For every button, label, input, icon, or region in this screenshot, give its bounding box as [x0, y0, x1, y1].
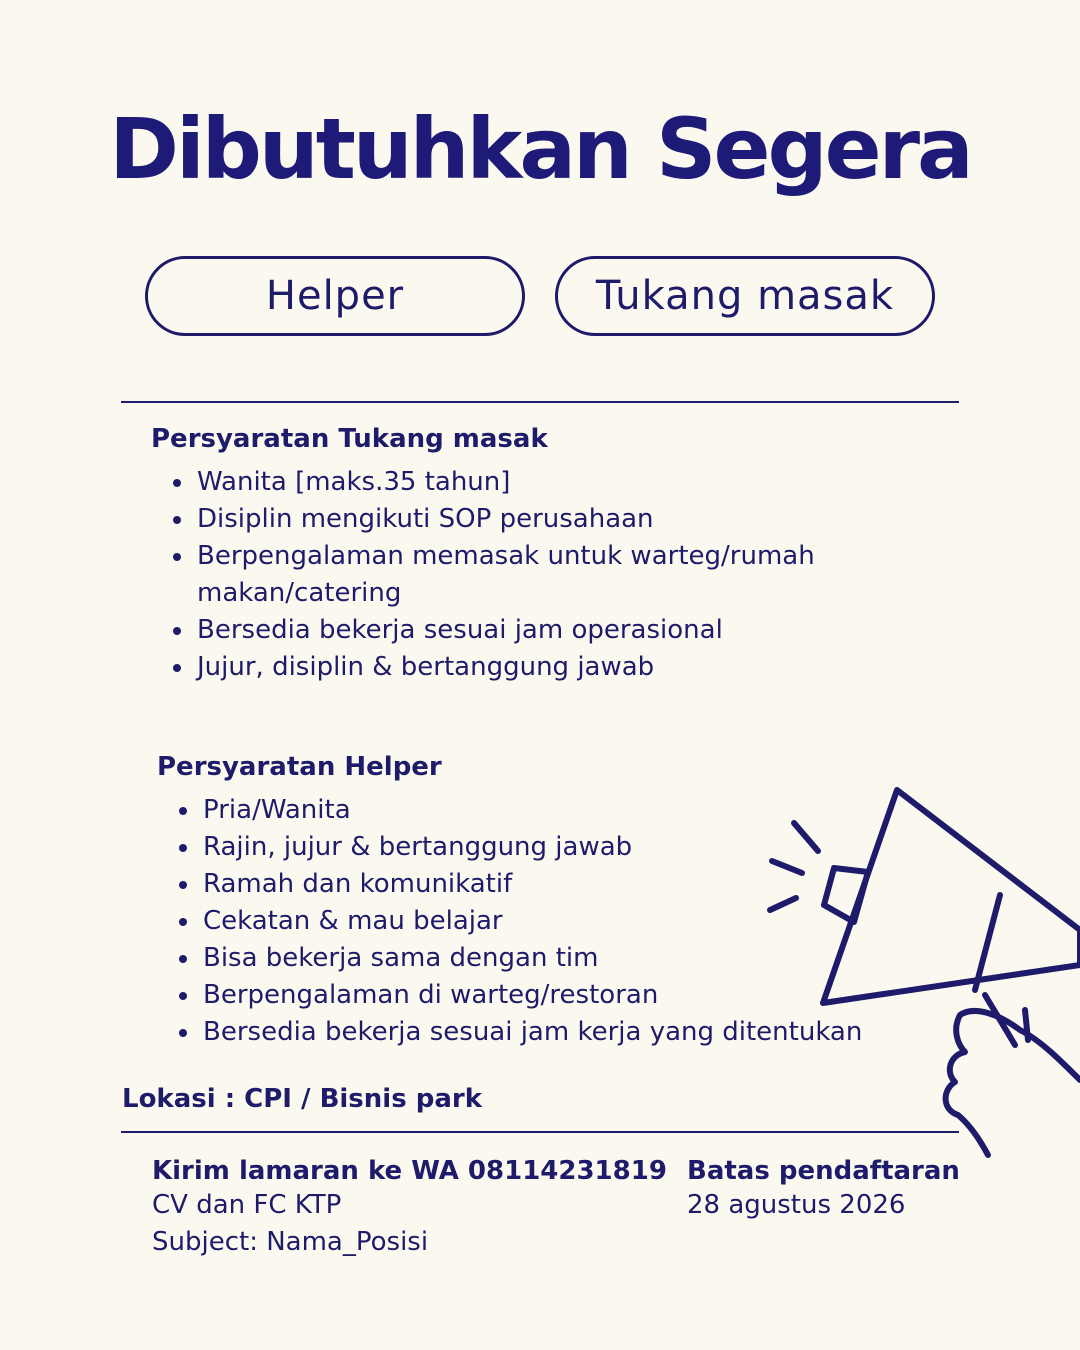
list-item: Berpengalaman memasak untuk warteg/rumah makan/catering: [197, 538, 871, 612]
section-heading-tukang-masak: Persyaratan Tukang masak: [151, 424, 548, 454]
contact-heading: Kirim lamaran ke WA 08114231819: [152, 1156, 667, 1186]
deadline-block: [687, 1155, 960, 1224]
requirements-tukang-masak: [151, 424, 871, 686]
position-pill-tukang-masak: Tukang masak: [555, 256, 935, 336]
contact-block: [152, 1155, 667, 1261]
position-pill-helper: Helper: [145, 256, 525, 336]
list-item: Pria/Wanita: [203, 792, 897, 829]
divider-top: [121, 401, 959, 403]
page-title: Dibutuhkan Segera: [109, 100, 971, 198]
list-item: Cekatan & mau belajar: [203, 903, 897, 940]
list-item: Bersedia bekerja sesuai jam operasional: [197, 612, 871, 649]
list-item: Ramah dan komunikatif: [203, 866, 897, 903]
list-item: Wanita [maks.35 tahun]: [197, 464, 871, 501]
requirements-list-tukang-masak: [151, 464, 871, 686]
contact-line: Subject: Nama_Posisi: [152, 1227, 429, 1257]
list-item: Berpengalaman di warteg/restoran: [203, 977, 897, 1014]
section-heading-helper: Persyaratan Helper: [157, 752, 442, 782]
list-item: Bisa bekerja sama dengan tim: [203, 940, 897, 977]
list-item: Disiplin mengikuti SOP perusahaan: [197, 501, 871, 538]
contact-line: CV dan FC KTP: [152, 1190, 342, 1220]
deadline-date: 28 agustus 2026: [687, 1190, 906, 1220]
location-text: Lokasi : CPI / Bisnis park: [122, 1084, 482, 1114]
megaphone-icon: [760, 780, 1080, 1170]
deadline-heading: Batas pendaftaran: [687, 1156, 960, 1186]
list-item: Bersedia bekerja sesuai jam kerja yang ditentukan: [203, 1014, 897, 1051]
list-item: Rajin, jujur & bertanggung jawab: [203, 829, 897, 866]
divider-bottom: [121, 1131, 959, 1133]
list-item: Jujur, disiplin & bertanggung jawab: [197, 649, 871, 686]
